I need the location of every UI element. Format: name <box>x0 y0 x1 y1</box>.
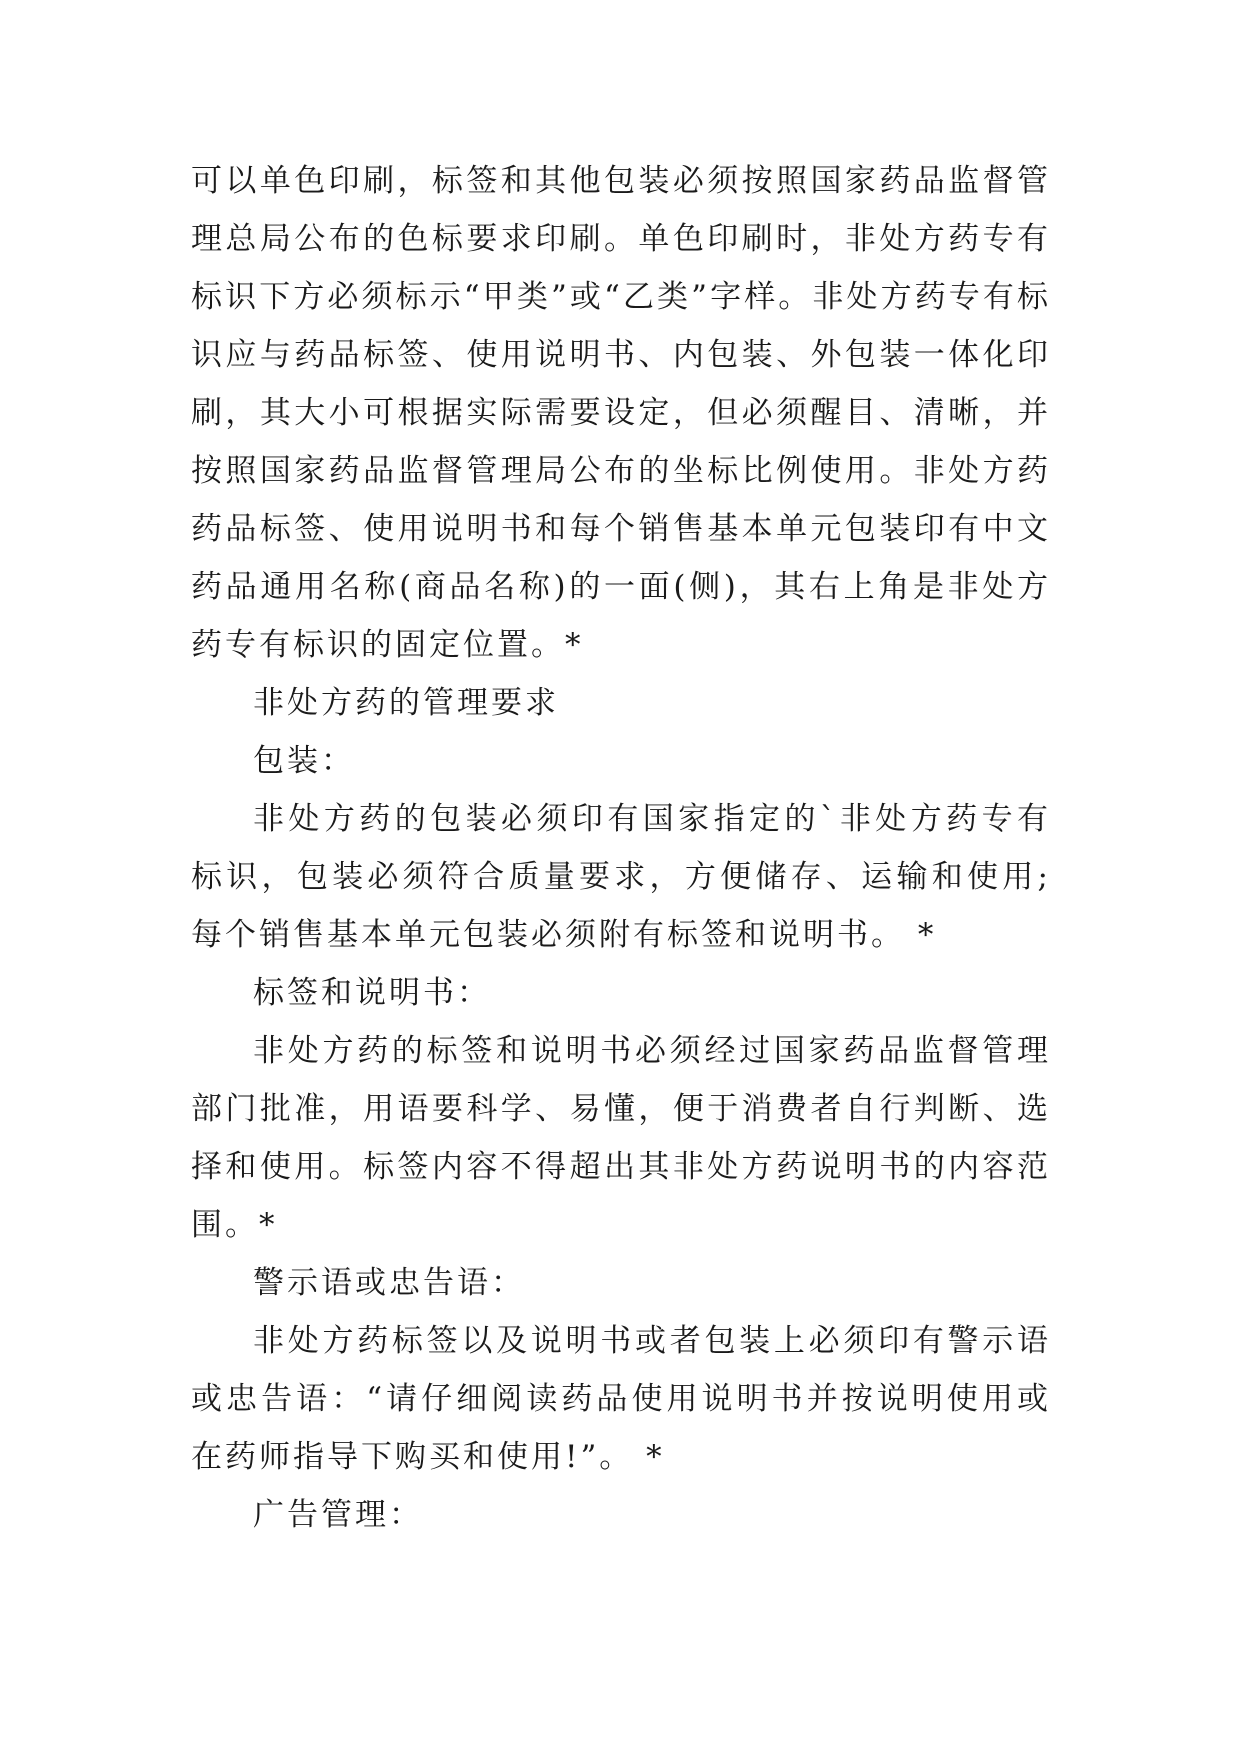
paragraph-packaging: 非处方药的包装必须印有国家指定的`非处方药专有标识，包装必须符合质量要求，方便储存、运输和使用;每个销售基本单元包装必须附有标签和说明书。 * <box>191 801 1051 953</box>
subheading-labels-and-instructions: 标签和说明书： <box>253 975 491 1011</box>
document-body <box>191 152 1051 1544</box>
subheading-warnings: 警示语或忠告语： <box>253 1265 525 1301</box>
paragraph-labels-and-instructions: 非处方药的标签和说明书必须经过国家药品监督管理部门批准，用语要科学、易懂，便于消费者自行判断、选择和使用。标签内容不得超出其非处方药说明书的内容范围。* <box>191 1033 1051 1243</box>
section-heading-otc-management: 非处方药的管理要求 <box>253 685 559 721</box>
paragraph-warnings: 非处方药标签以及说明书或者包装上必须印有警示语或忠告语：“请仔细阅读药品使用说明书并按说明使用或在药师指导下购买和使用!”。 * <box>191 1323 1051 1475</box>
subheading-packaging: 包装： <box>253 743 355 779</box>
subheading-advertising: 广告管理： <box>253 1497 423 1533</box>
paragraph-otc-label-printing: 可以单色印刷，标签和其他包装必须按照国家药品监督管理总局公布的色标要求印刷。单色印刷时，非处方药专有标识下方必须标示“甲类”或“乙类”字样。非处方药专有标识应与药品标签、使用说明书、内包装、外包装一体化印刷，其大小可根据实际需要设定，但必须醒目、清晰，并按照国家药品监督管理局公布的坐标比例使用。非处方药药品标签、使用说明书和每个销售基本单元包装印有中文药品通用名称(商品名称)的一面(侧)，其右上角是非处方药专有标识的固定位置。* <box>191 163 1051 663</box>
